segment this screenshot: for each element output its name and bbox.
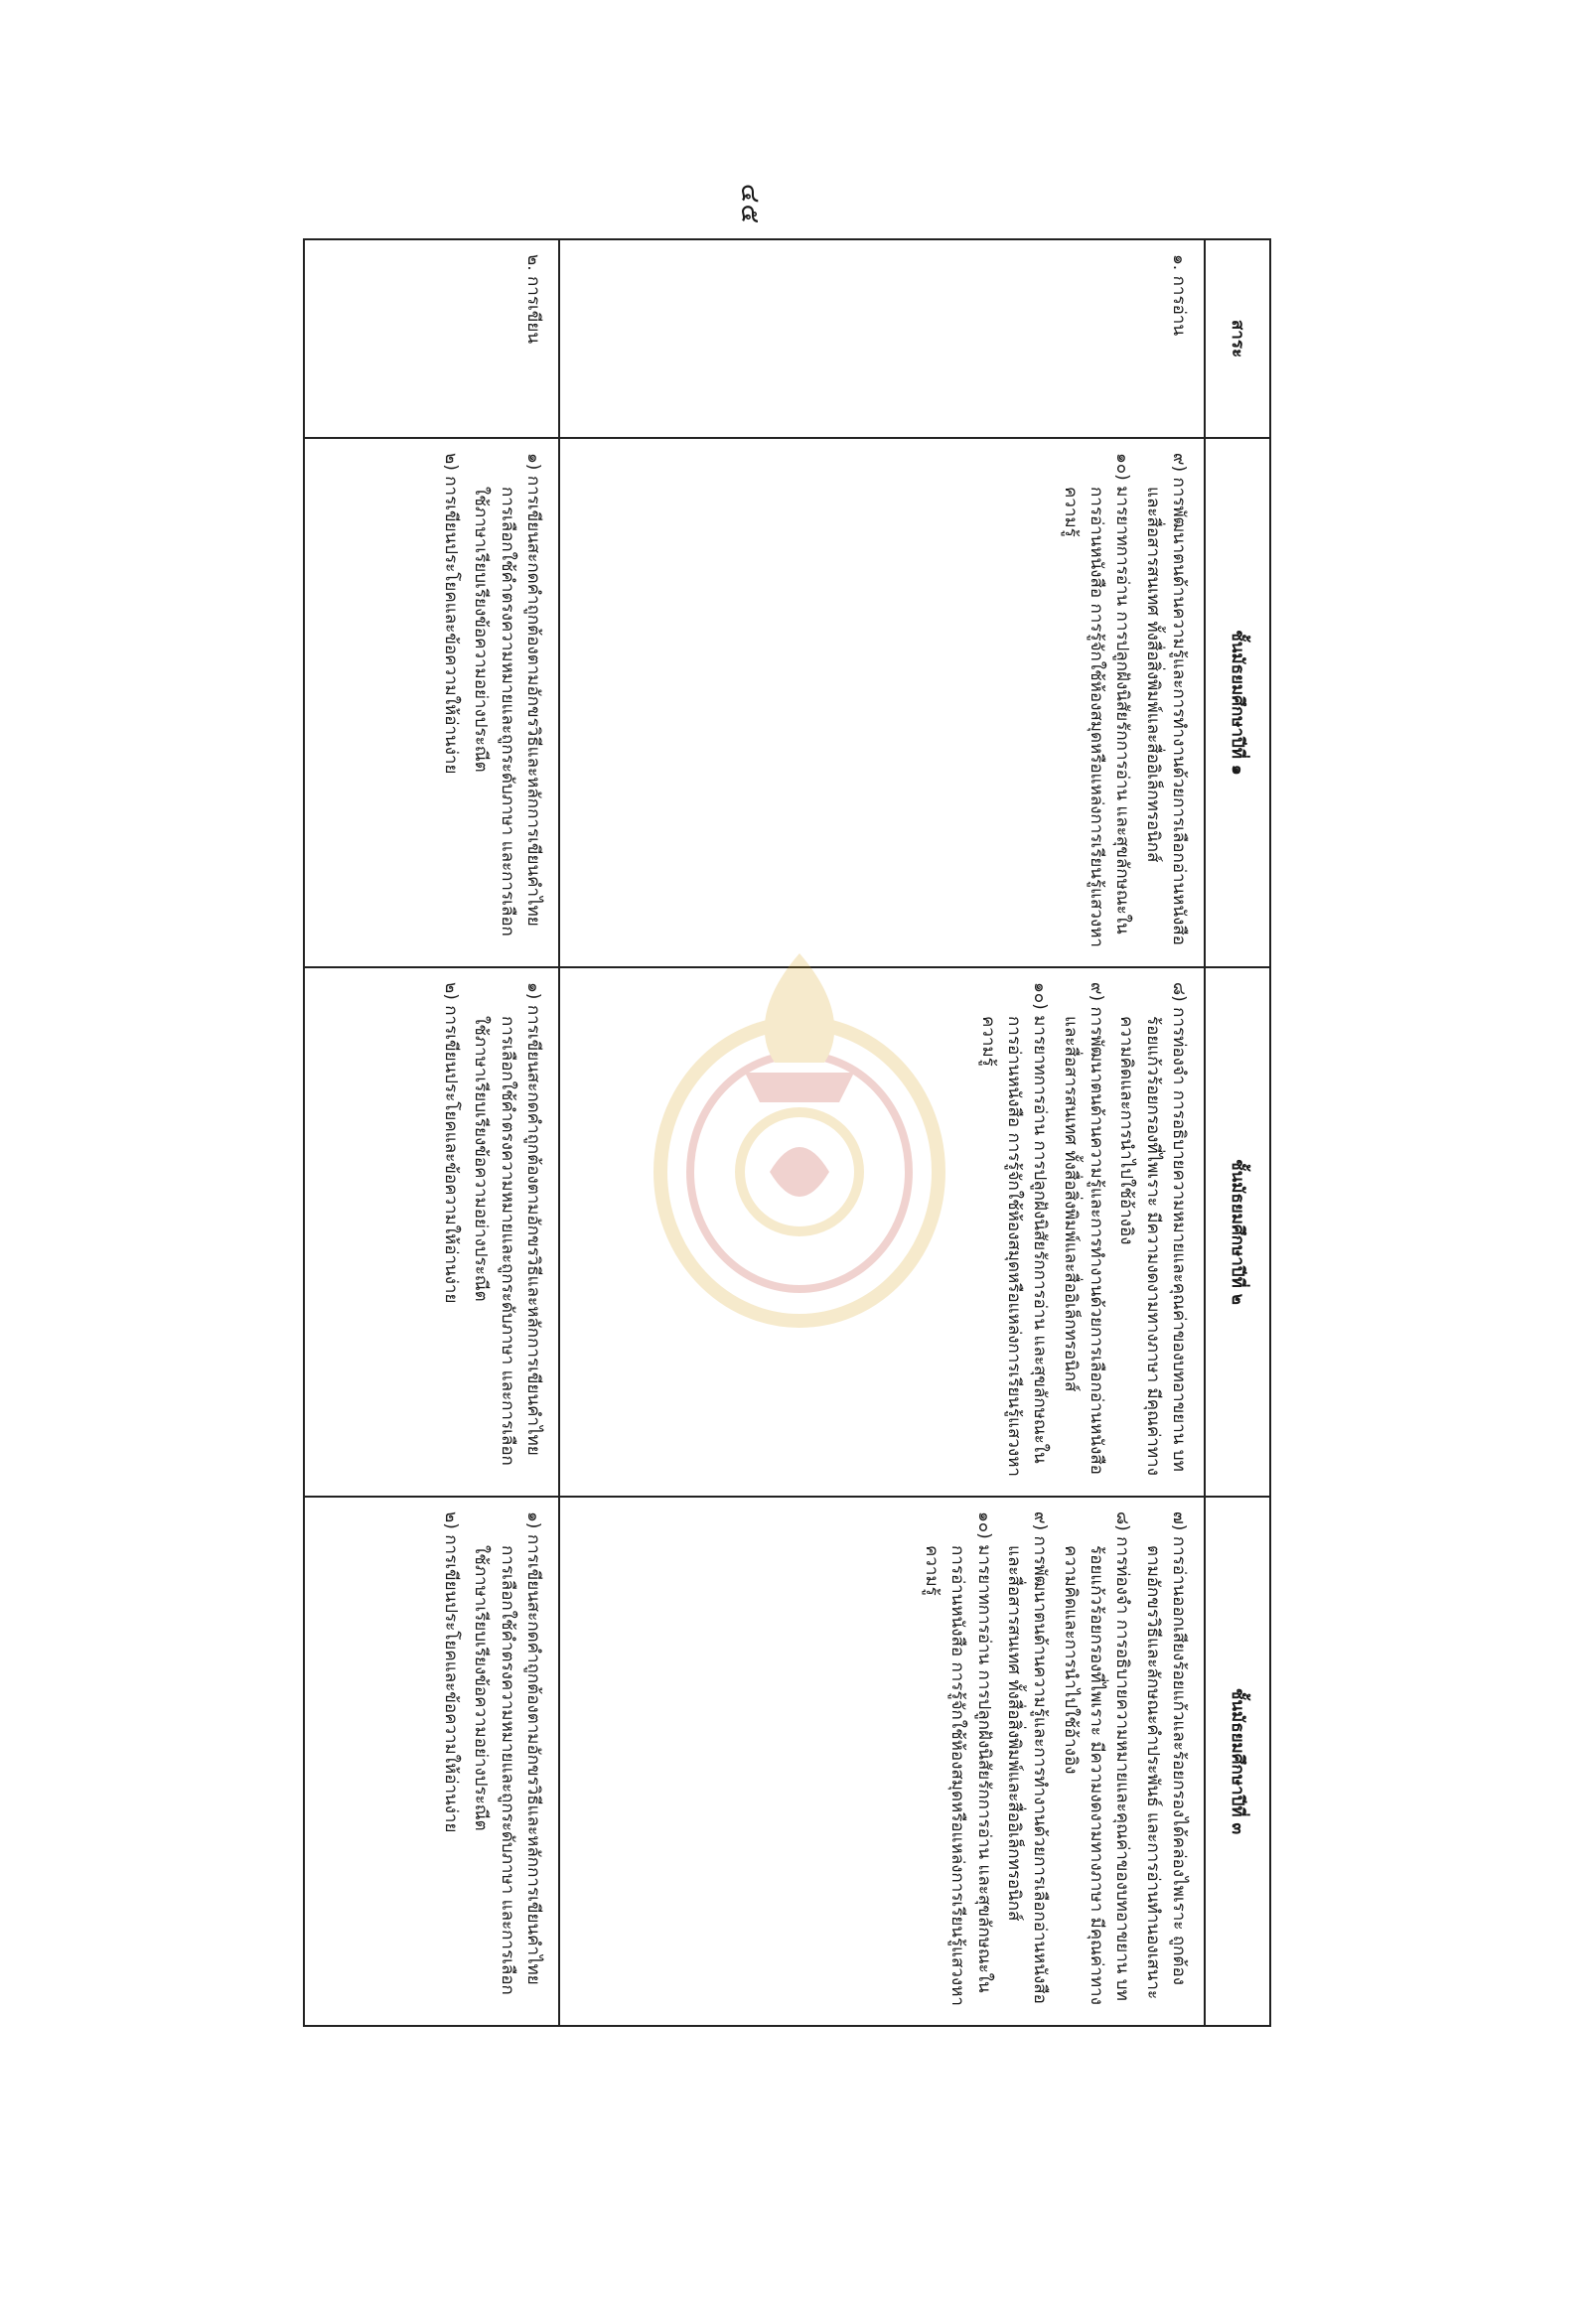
table-header-row	[1205, 239, 1270, 2026]
list-item: ๙) การพัฒนาตนด้านความรู้และการทำงานด้วยการเลือกอ่านหนังสือและสื่อสารสนเทศ ทั้งสื่อสิ่งพิมพ์และสื่ออิเล็กทรอนิกส์	[1060, 982, 1106, 1475]
list-item: ๘) การท่องจำ การอธิบายความหมายและคุณค่าของบทอาขยาน บทร้อยแก้วร้อยกรองที่ไพเราะ มีความงดงามทางภาษา มีคุณค่าทางความคิดและการนำไปใช้อ้างอิง	[1060, 1511, 1133, 2005]
curriculum-table-wrapper	[303, 238, 1271, 2026]
grade-3-cell	[304, 1497, 559, 2026]
grade-1-cell	[304, 438, 559, 967]
grade-2-cell	[304, 967, 559, 1497]
list-item: ๘) การท่องจำ การอธิบายความหมายและคุณค่าของบทอาขยาน บทร้อยแก้วร้อยกรองที่ไพเราะ มีความงดงามทางภาษา มีคุณค่าทางความคิดและการนำไปใช้อ้างอิง	[1116, 982, 1189, 1476]
list-item: ๑๐) มารยาทการอ่าน การปลูกฝังนิสัยรักการอ่าน และสุขลักษณะในการอ่านหนังสือ การรู้จักใช้ห้องสมุดหรือแหล่งการเรียนรู้แสวงหาความรู้	[921, 1511, 994, 2006]
subject-name: ๒. การเขียน	[523, 254, 543, 344]
list-item: ๑) การเขียนสะกดคำถูกต้องตามอักขรวิธีและหลักการเขียนคำไทย การเลือกใช้คำตรงความหมายและถูกระดับภาษา และการเลือกใช้ภาษาเรียบเรียงข้อความอย่างประณีต	[471, 453, 543, 936]
list-item: ๑) การเขียนสะกดคำถูกต้องตามอักขรวิธีและหลักการเขียนคำไทย การเลือกใช้คำตรงความหมายและถูกระดับภาษา และการเลือกใช้ภาษาเรียบเรียงข้อความอย่างประณีต	[471, 982, 543, 1466]
header-grade-3: ชั้นมัธยมศึกษาปีที่ ๓	[1205, 1497, 1270, 2026]
list-item: ๙) การพัฒนาตนด้านความรู้และการทำงานด้วยการเลือกอ่านหนังสือและสื่อสารสนเทศ ทั้งสื่อสิ่งพิมพ์และสื่ออิเล็กทรอนิกส์	[1142, 453, 1189, 945]
list-item: ๒) การเขียนประโยคและข้อความให้อ่านง่าย	[440, 1511, 461, 1833]
subject-name: ๑. การอ่าน	[1169, 254, 1189, 336]
header-grade-2: ชั้นมัธยมศึกษาปีที่ ๒	[1205, 967, 1270, 1497]
header-grade-1: ชั้นมัธยมศึกษาปีที่ ๑	[1205, 438, 1270, 967]
page-number: ๔๕	[735, 183, 766, 225]
grade-1-cell	[559, 438, 1205, 967]
list-item: ๑๐) มารยาทการอ่าน การปลูกฝังนิสัยรักการอ่าน และสุขลักษณะในการอ่านหนังสือ การรู้จักใช้ห้องสมุดหรือแหล่งการเรียนรู้แสวงหาความรู้	[977, 982, 1051, 1477]
subject-cell	[304, 239, 559, 438]
list-item: ๒) การเขียนประโยคและข้อความให้อ่านง่าย	[440, 453, 461, 775]
list-item: ๗) การอ่านออกเสียงร้อยแก้วและร้อยกรองได้คล่องไพเราะ ถูกต้องตามอักขรวิธีและลักษณะคำประพันธ์ และการอ่านทำนองเสนาะ	[1142, 1511, 1189, 2000]
header-subject: สาระ	[1205, 239, 1270, 438]
table-row-reading	[559, 239, 1205, 2026]
list-item: ๑๐) มารยาทการอ่าน การปลูกฝังนิสัยรักการอ่าน และสุขลักษณะในการอ่านหนังสือ การรู้จักใช้ห้องสมุดหรือแหล่งการเรียนรู้แสวงหาความรู้	[1060, 453, 1133, 947]
curriculum-table	[303, 238, 1271, 2027]
table-row-writing	[304, 239, 559, 2026]
list-item: ๒) การเขียนประโยคและข้อความให้อ่านง่าย	[440, 982, 461, 1304]
list-item: ๑) การเขียนสะกดคำถูกต้องตามอักขรวิธีและหลักการเขียนคำไทย การเลือกใช้คำตรงความหมายและถูกระดับภาษา และการเลือกใช้ภาษาเรียบเรียงข้อความอย่างประณีต	[471, 1511, 543, 1995]
grade-2-cell	[559, 967, 1205, 1497]
subject-cell	[559, 239, 1205, 438]
grade-3-cell	[559, 1497, 1205, 2026]
list-item: ๙) การพัฒนาตนด้านความรู้และการทำงานด้วยการเลือกอ่านหนังสือและสื่อสารสนเทศ ทั้งสื่อสิ่งพิมพ์และสื่ออิเล็กทรอนิกส์	[1003, 1511, 1051, 2004]
